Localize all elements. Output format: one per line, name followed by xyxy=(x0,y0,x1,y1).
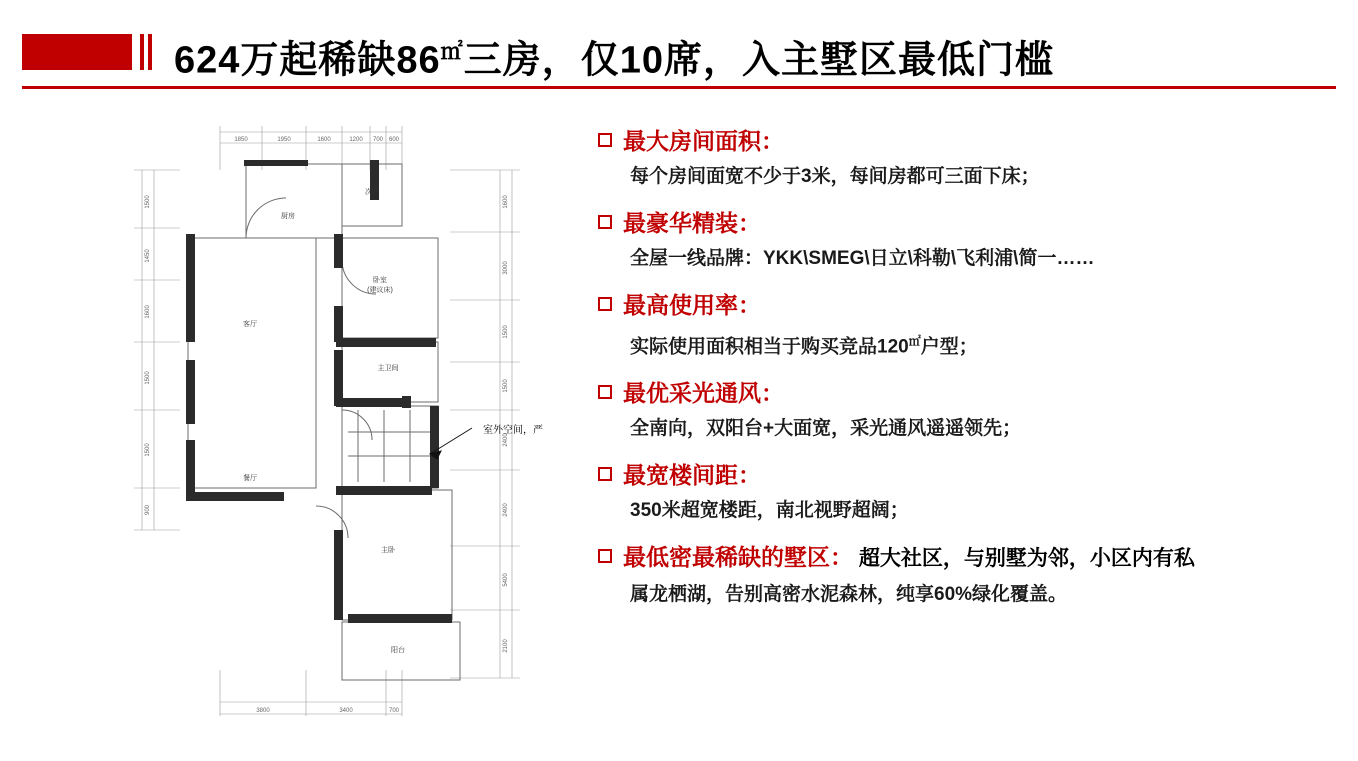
svg-text:2400: 2400 xyxy=(503,433,509,447)
list-item-heading xyxy=(598,290,1328,320)
list-item-title-text: 最低密最稀缺的墅区： xyxy=(623,544,853,571)
list-item-title xyxy=(623,542,1195,574)
list-item-body: 每个房间面宽不少于3米，每间房都可三面下床； xyxy=(630,166,1040,187)
svg-text:3400: 3400 xyxy=(339,708,353,714)
list-item-title: 最高使用率： xyxy=(623,292,761,318)
svg-text:主卫间: 主卫间 xyxy=(377,365,399,372)
page-title xyxy=(174,24,1054,89)
svg-text:600: 600 xyxy=(388,137,400,143)
floorplan-callout-label: 室外空间，严 xyxy=(483,425,543,436)
square-bullet-icon xyxy=(598,297,612,311)
svg-text:3000: 3000 xyxy=(503,261,509,275)
list-item xyxy=(598,208,1328,276)
list-item-body-pre: 实际使用面积相当于购买竞品120 xyxy=(630,336,909,358)
svg-text:阳台: 阳台 xyxy=(391,647,405,654)
svg-text:1500: 1500 xyxy=(145,443,151,457)
list-item-heading xyxy=(598,208,1328,238)
svg-text:1600: 1600 xyxy=(145,305,151,319)
floorplan-drawing xyxy=(120,110,560,730)
list-item-heading xyxy=(598,542,1328,574)
svg-text:1600: 1600 xyxy=(503,195,509,209)
list-item xyxy=(598,460,1328,528)
list-item-title: 最优采光通风： xyxy=(623,380,784,407)
list-item-title-inline: 超大社区，与别墅为邻，小区内有私 xyxy=(853,547,1195,571)
svg-text:1200: 1200 xyxy=(349,137,363,143)
list-item-body-post: 户型； xyxy=(920,336,978,358)
list-item-heading xyxy=(598,460,1328,490)
header-tick-icon xyxy=(148,34,152,70)
list-item-title: 最宽楼间距： xyxy=(623,462,761,489)
svg-text:2100: 2100 xyxy=(503,639,509,653)
svg-text:1600: 1600 xyxy=(317,137,331,143)
list-item-heading xyxy=(598,378,1328,408)
list-item-body: 属龙栖湖，告别高密水泥森林，纯享60%绿化覆盖。 xyxy=(630,584,1068,606)
svg-text:900: 900 xyxy=(145,504,151,516)
square-bullet-icon xyxy=(598,385,612,399)
svg-text:卧室: 卧室 xyxy=(373,277,387,284)
svg-text:餐厅: 餐厅 xyxy=(243,475,257,482)
svg-text:2400: 2400 xyxy=(503,503,509,517)
header-tick-icon xyxy=(140,34,144,70)
page-title-rest: 三房，仅10席，入主墅区最低门槛 xyxy=(463,39,1054,82)
svg-text:1850: 1850 xyxy=(234,137,248,143)
svg-text:5400: 5400 xyxy=(503,573,509,587)
page-title-unit: ㎡ xyxy=(440,39,464,64)
list-item-body: 350米超宽楼距，南北视野超阔； xyxy=(630,500,909,522)
square-bullet-icon xyxy=(598,215,612,229)
header-accent-block xyxy=(22,34,132,70)
svg-text:次卧: 次卧 xyxy=(365,189,379,196)
svg-text:1500: 1500 xyxy=(503,379,509,393)
list-item-title: 最大房间面积： xyxy=(623,128,784,154)
list-item xyxy=(598,290,1328,364)
svg-text:3800: 3800 xyxy=(256,708,270,714)
selling-points-list xyxy=(598,126,1328,626)
page-header xyxy=(22,24,1336,86)
square-bullet-icon xyxy=(598,133,612,147)
svg-text:客厅: 客厅 xyxy=(243,321,257,328)
list-item-heading xyxy=(598,126,1328,156)
list-item xyxy=(598,126,1328,194)
svg-text:(建议床): (建议床) xyxy=(367,287,393,294)
svg-text:700: 700 xyxy=(388,708,400,714)
square-bullet-icon xyxy=(598,549,612,563)
list-item xyxy=(598,378,1328,446)
page-title-main: 624万起稀缺86 xyxy=(174,39,441,82)
list-item xyxy=(598,542,1328,612)
area-unit: ㎡ xyxy=(908,334,921,348)
svg-text:主卧: 主卧 xyxy=(381,547,395,554)
list-item-body xyxy=(630,324,1328,364)
svg-text:1500: 1500 xyxy=(145,371,151,385)
svg-text:1500: 1500 xyxy=(503,325,509,339)
header-divider xyxy=(22,86,1336,89)
list-item-title: 最豪华精装： xyxy=(623,210,761,236)
svg-text:厨房: 厨房 xyxy=(281,213,295,220)
svg-text:1950: 1950 xyxy=(277,137,291,143)
svg-text:1500: 1500 xyxy=(145,195,151,209)
svg-text:700: 700 xyxy=(372,137,384,143)
list-item-body: 全南向，双阳台+大面宽，采光通风遥遥领先； xyxy=(630,418,1022,440)
svg-text:1450: 1450 xyxy=(145,249,151,263)
square-bullet-icon xyxy=(598,467,612,481)
list-item-body: 全屋一线品牌：YKK\SMEG\日立\科勒\飞利浦\简一…… xyxy=(630,248,1095,269)
